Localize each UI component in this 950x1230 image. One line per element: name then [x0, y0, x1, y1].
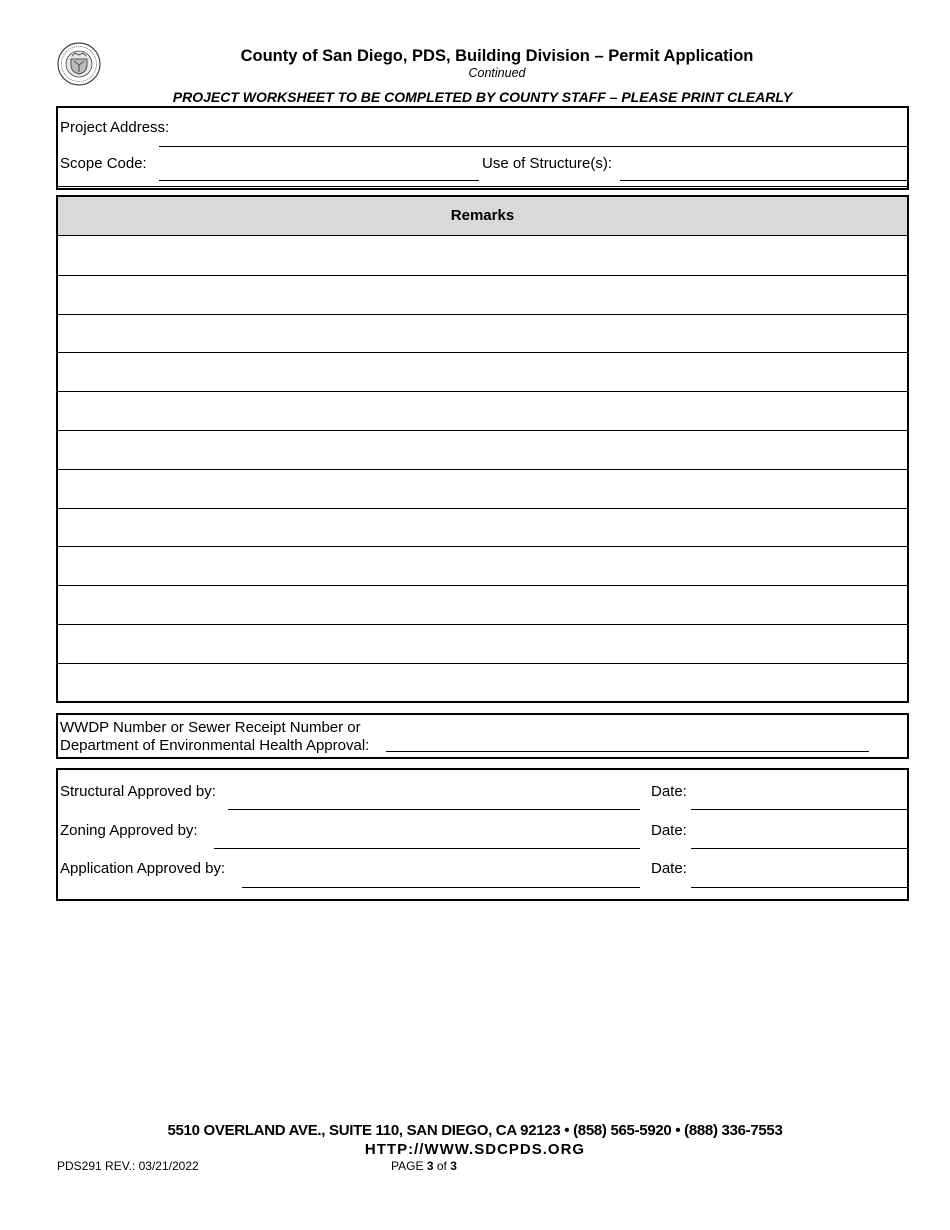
remarks-line[interactable] [58, 585, 907, 586]
county-seal-logo [57, 42, 101, 86]
project-info-box [56, 106, 909, 190]
use-of-structure-label: Use of Structure(s): [482, 155, 613, 172]
form-title: County of San Diego, PDS, Building Division – Permit Application [240, 47, 754, 65]
zoning-approved-label: Zoning Approved by: [60, 822, 198, 839]
remarks-line[interactable] [58, 391, 907, 392]
page-total: 3 [450, 1159, 457, 1173]
application-date-label: Date: [651, 860, 687, 877]
zoning-date-label: Date: [651, 822, 687, 839]
wwdp-approval-field[interactable] [386, 751, 869, 752]
project-address-label: Project Address: [60, 119, 170, 136]
structural-approved-label: Structural Approved by: [60, 783, 216, 800]
page-prefix: PAGE [391, 1159, 424, 1173]
remarks-line[interactable] [58, 546, 907, 547]
page-current: 3 [426, 1159, 434, 1173]
remarks-line[interactable] [58, 469, 907, 470]
application-approved-field[interactable] [242, 887, 640, 888]
approvals-section [56, 768, 909, 901]
remarks-line[interactable] [58, 275, 907, 276]
scope-code-field[interactable] [159, 180, 479, 181]
remarks-line[interactable] [58, 352, 907, 353]
footer-website-link[interactable]: HTTP://WWW.SDCPDS.ORG [364, 1141, 586, 1158]
wwdp-label-line2: Department of Environmental Health Approval: [60, 737, 370, 754]
structural-approved-field[interactable] [228, 809, 640, 810]
remarks-line[interactable] [58, 624, 907, 625]
wwdp-section [56, 713, 909, 759]
box-divider [58, 186, 907, 187]
remarks-line[interactable] [58, 314, 907, 315]
remarks-section [56, 195, 909, 703]
structural-date-field[interactable] [691, 809, 907, 810]
form-revision: PDS291 REV.: 03/21/2022 [57, 1159, 199, 1173]
remarks-line[interactable] [58, 430, 907, 431]
remarks-heading: Remarks [58, 197, 907, 236]
footer-address: 5510 OVERLAND AVE., SUITE 110, SAN DIEGO, CA 92123 • (858) 565-5920 • (888) 336-7553 [167, 1122, 783, 1139]
remarks-line[interactable] [58, 663, 907, 664]
wwdp-label-line1: WWDP Number or Sewer Receipt Number or [60, 719, 361, 736]
application-approved-label: Application Approved by: [60, 860, 226, 877]
page-number [391, 1159, 457, 1173]
form-subtitle: Continued [468, 66, 526, 80]
project-address-field[interactable] [159, 146, 907, 147]
zoning-date-field[interactable] [691, 848, 907, 849]
use-of-structure-field[interactable] [620, 180, 907, 181]
scope-code-label: Scope Code: [60, 155, 147, 172]
application-date-field[interactable] [691, 887, 907, 888]
page-of: of [436, 1159, 447, 1173]
structural-date-label: Date: [651, 783, 687, 800]
remarks-line[interactable] [58, 508, 907, 509]
zoning-approved-field[interactable] [214, 848, 640, 849]
worksheet-heading: PROJECT WORKSHEET TO BE COMPLETED BY COUNTY STAFF – PLEASE PRINT CLEARLY [172, 89, 793, 105]
